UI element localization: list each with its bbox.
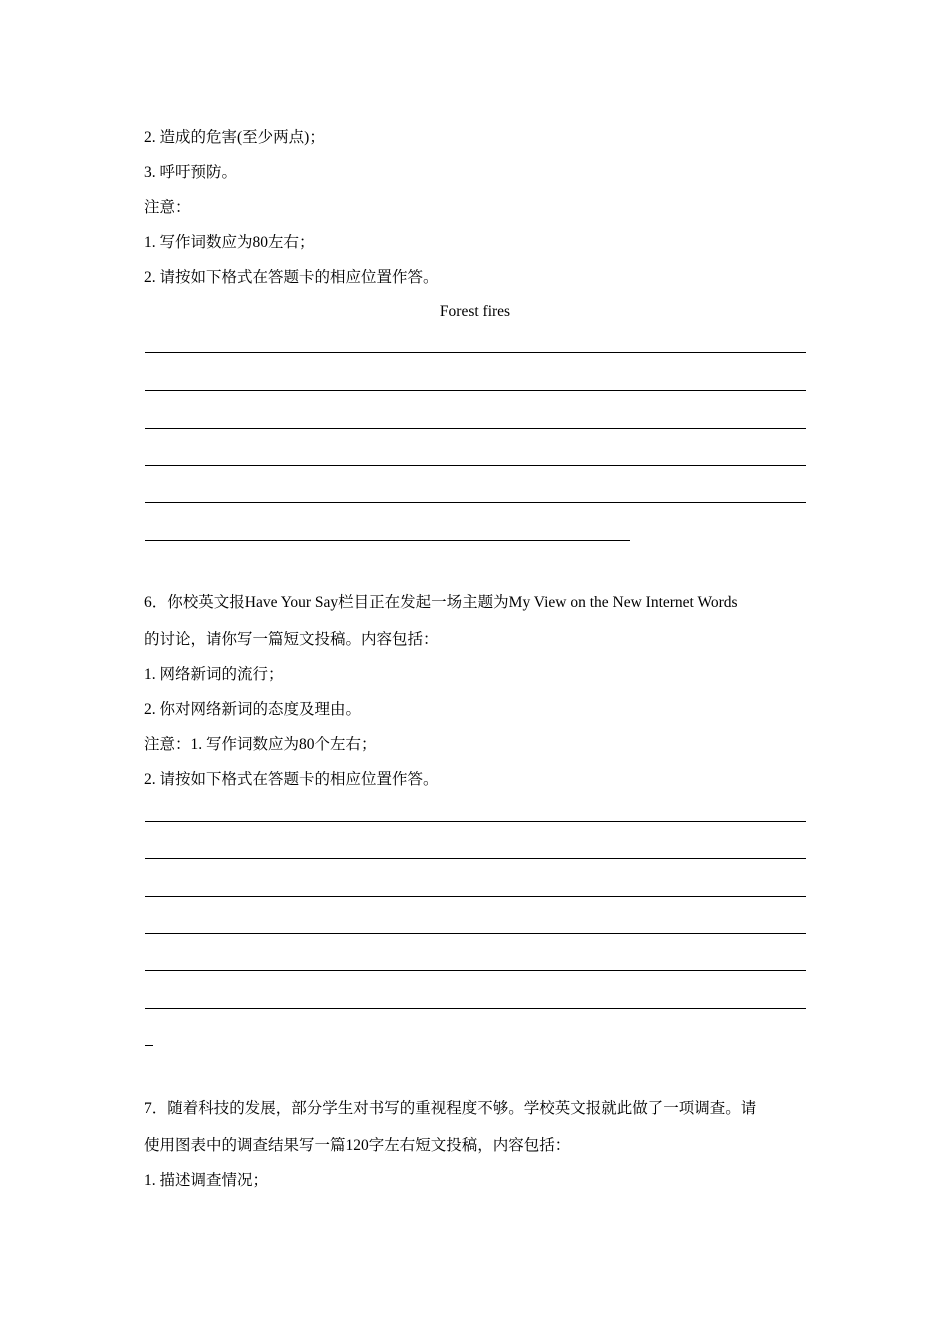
question-7-prompt: 7．随着科技的发展，部分学生对书写的重视程度不够。学校英文报就此做了一项调查。请 — [144, 1100, 757, 1117]
answer-line — [145, 858, 806, 859]
answer-line — [145, 390, 806, 391]
answer-line — [145, 1008, 806, 1009]
requirement-item: 2. 你对网络新词的态度及理由。 — [144, 701, 362, 718]
requirement-item: 1. 网络新词的流行； — [144, 666, 284, 683]
question-6-prompt: 6．你校英文报Have Your Say栏目正在发起一场主题为My View on the New Internet Words — [144, 594, 738, 611]
essay-title: Forest fires — [439, 303, 511, 320]
question-6-prompt-cont: 的讨论，请你写一篇短文投稿。内容包括： — [144, 631, 439, 648]
note-item: 1. 写作词数应为80左右； — [144, 234, 315, 251]
requirement-item: 1. 描述调查情况； — [144, 1172, 269, 1189]
answer-line — [145, 502, 806, 503]
note-item: 2. 请按如下格式在答题卡的相应位置作答。 — [144, 771, 439, 788]
answer-line — [145, 540, 630, 541]
answer-line — [145, 428, 806, 429]
note-label: 注意： — [144, 199, 191, 216]
answer-line — [145, 896, 806, 897]
answer-line — [145, 933, 806, 934]
note-line: 注意：1. 写作词数应为80个左右； — [144, 736, 377, 753]
note-item: 2. 请按如下格式在答题卡的相应位置作答。 — [144, 269, 439, 286]
answer-line — [145, 465, 806, 466]
answer-line — [145, 352, 806, 353]
answer-line — [145, 1045, 153, 1046]
answer-line — [145, 821, 806, 822]
answer-line — [145, 970, 806, 971]
requirement-item: 3. 呼吁预防。 — [144, 164, 238, 181]
requirement-item: 2. 造成的危害(至少两点)； — [144, 129, 325, 146]
question-7-prompt-cont: 使用图表中的调查结果写一篇120字左右短文投稿，内容包括： — [144, 1137, 571, 1154]
